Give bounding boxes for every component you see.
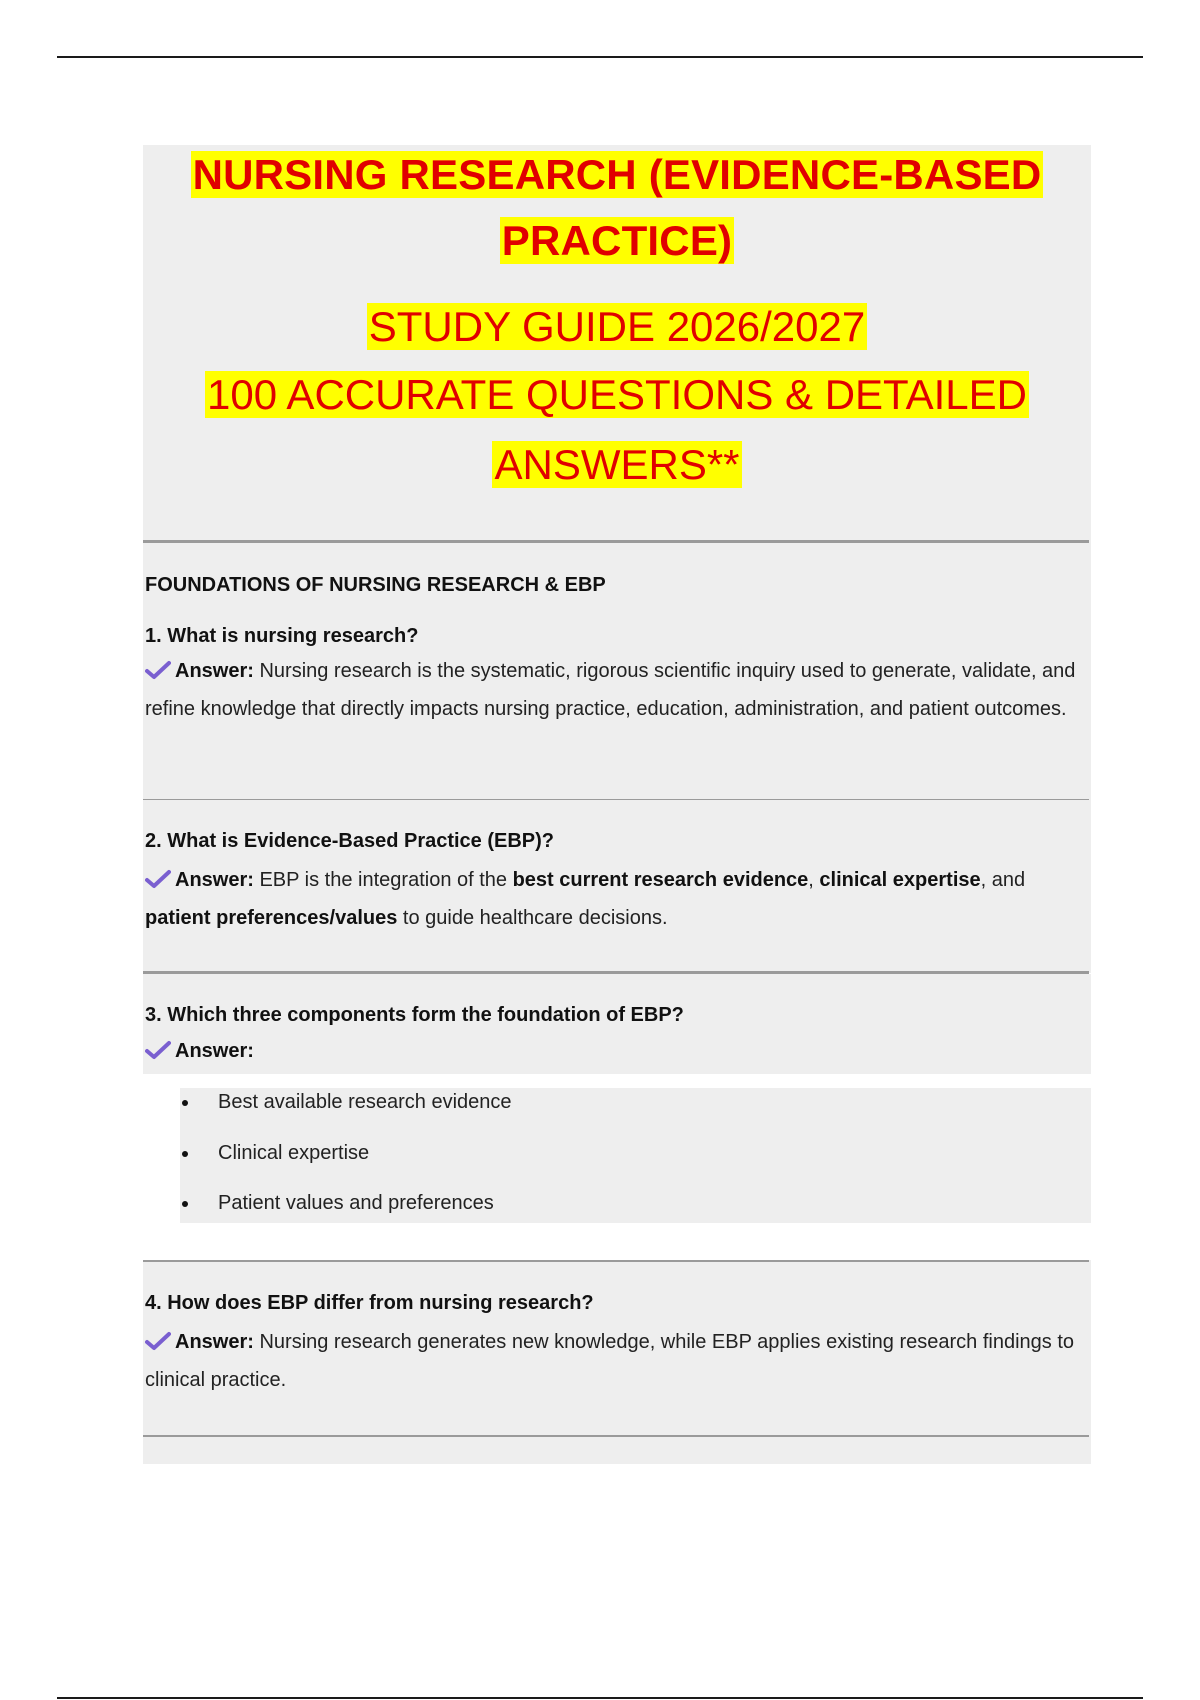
section-q2-block: [143, 800, 1091, 973]
divider: [143, 540, 1089, 543]
answer-3: Answer:: [145, 1034, 1089, 1072]
section-q1-block: [143, 540, 1091, 800]
subtitle-line-3: ANSWERS**: [494, 441, 740, 488]
question-3: 3. Which three components form the foundation of EBP?: [145, 1004, 684, 1026]
check-icon: [145, 1328, 175, 1363]
question-1: 1. What is nursing research?: [145, 625, 419, 647]
subtitle-line-2: 100 ACCURATE QUESTIONS & DETAILED: [207, 371, 1027, 418]
subtitle-line-1: STUDY GUIDE 2026/2027: [368, 303, 866, 350]
answer-2: Answer: EBP is the integration of the best current research evidence, clinical expertise, and patient preferences/values to guide healthcare decisions.: [145, 863, 1089, 936]
bullet-icon: [182, 1201, 188, 1207]
check-icon: [145, 1037, 175, 1072]
divider: [143, 1260, 1089, 1262]
section-q4-block: [143, 1260, 1091, 1464]
answer-1: Answer: Nursing research is the systematic, rigorous scientific inquiry used to generate, validate, and refine knowledge that directly impacts nursing practice, education, administration, and patient outcomes.: [145, 654, 1089, 727]
section-heading: FOUNDATIONS OF NURSING RESEARCH & EBP: [145, 574, 606, 596]
check-icon: [145, 866, 175, 901]
question-4: 4. How does EBP differ from nursing research?: [145, 1292, 594, 1314]
divider: [143, 1435, 1089, 1437]
answer-3-list: Best available research evidence Clinical expertise Patient values and preferences: [180, 1088, 1091, 1223]
page-bottom-rule: [57, 1697, 1143, 1699]
title-block: [143, 145, 1091, 540]
answer-4: Answer: Nursing research generates new knowledge, while EBP applies existing research findings to clinical practice.: [145, 1325, 1089, 1398]
question-2: 2. What is Evidence-Based Practice (EBP)?: [145, 830, 555, 852]
title-line-2: PRACTICE): [501, 217, 733, 264]
bullet-icon: [182, 1151, 188, 1157]
check-icon: [145, 657, 175, 692]
page-top-rule: [57, 56, 1143, 58]
bullet-icon: [182, 1100, 188, 1106]
title-line-1: NURSING RESEARCH (EVIDENCE-BASED: [192, 151, 1042, 198]
section-q3-block: [143, 974, 1091, 1074]
